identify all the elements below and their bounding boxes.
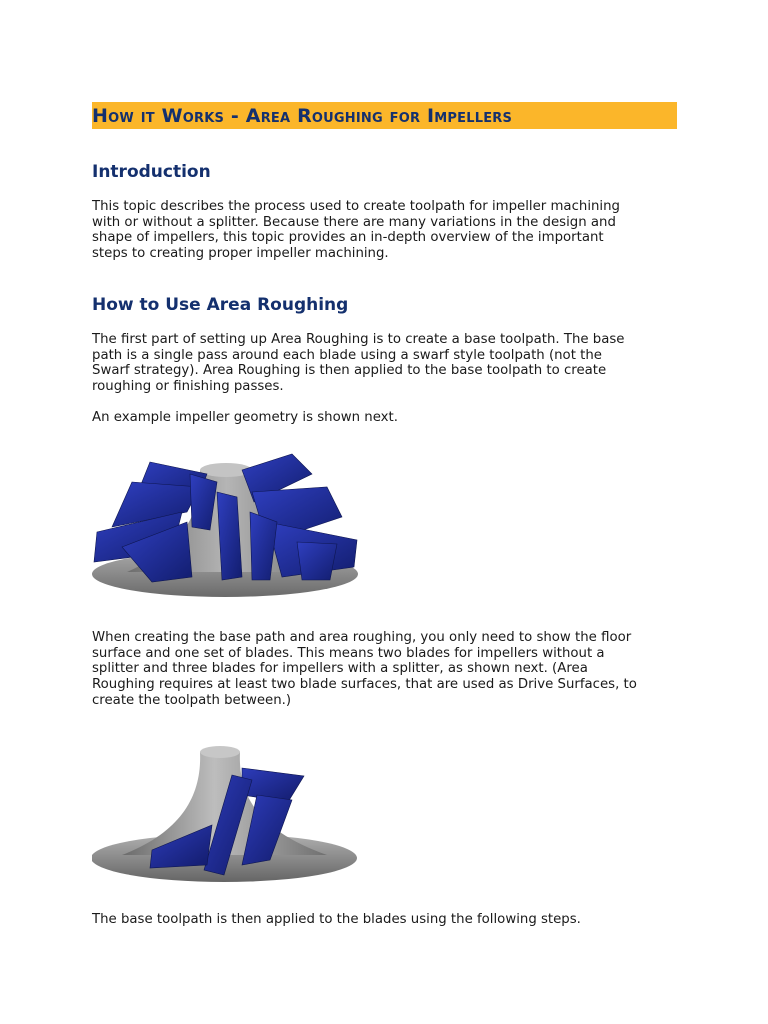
floor-line-1: When creating the base path and area roughing, you only need to show the floor: [92, 630, 632, 645]
intro-paragraph: [92, 199, 620, 262]
heading-introduction: Introduction: [92, 162, 211, 182]
document-title: How it Works - Area Roughing for Impellers: [92, 105, 513, 127]
intro-line-4: steps to creating proper impeller machining.: [92, 246, 389, 262]
base-line-2: path is a single pass around each blade using a swarf style toolpath (not the: [92, 347, 602, 363]
intro-line-3: shape of impellers, this topic provides an in-depth overview of the important: [92, 230, 604, 246]
floor-line-3: splitter and three blades for impellers with a splitter, as shown next. (Area: [92, 661, 588, 677]
steps-paragraph: [92, 912, 581, 928]
intro-line-2: with or without a splitter. Because there are many variations in the design and: [92, 214, 616, 230]
impeller-full-figure: [92, 452, 362, 602]
intro-line-1: This topic describes the process used to create toolpath for impeller machining: [92, 199, 620, 214]
blade-11: [297, 542, 337, 580]
base-line-1: The first part of setting up Area Roughing is to create a base toolpath. The base: [92, 332, 625, 347]
impeller2-hub-top: [200, 746, 240, 758]
base-line-4: roughing or finishing passes.: [92, 379, 284, 395]
impeller-blade-set-figure: [92, 740, 362, 885]
blade-set-1: [242, 768, 304, 802]
floor-line-5: create the toolpath between.): [92, 692, 292, 708]
base-toolpath-paragraph: [92, 332, 625, 395]
base-line-3: Swarf strategy). Area Roughing is then applied to the base toolpath to create: [92, 363, 607, 379]
example-paragraph: [92, 410, 398, 426]
heading-how-to-use: How to Use Area Roughing: [92, 295, 349, 315]
floor-line-4: Roughing requires at least two blade surfaces, that are used as Drive Surfaces, to: [92, 677, 637, 693]
example-line-1: An example impeller geometry is shown next.: [92, 410, 398, 425]
floor-surface-paragraph: [92, 630, 637, 709]
steps-line-1: The base toolpath is then applied to the blades using the following steps.: [92, 912, 581, 927]
floor-line-2: surface and one set of blades. This means two blades for impellers without a: [92, 645, 605, 661]
